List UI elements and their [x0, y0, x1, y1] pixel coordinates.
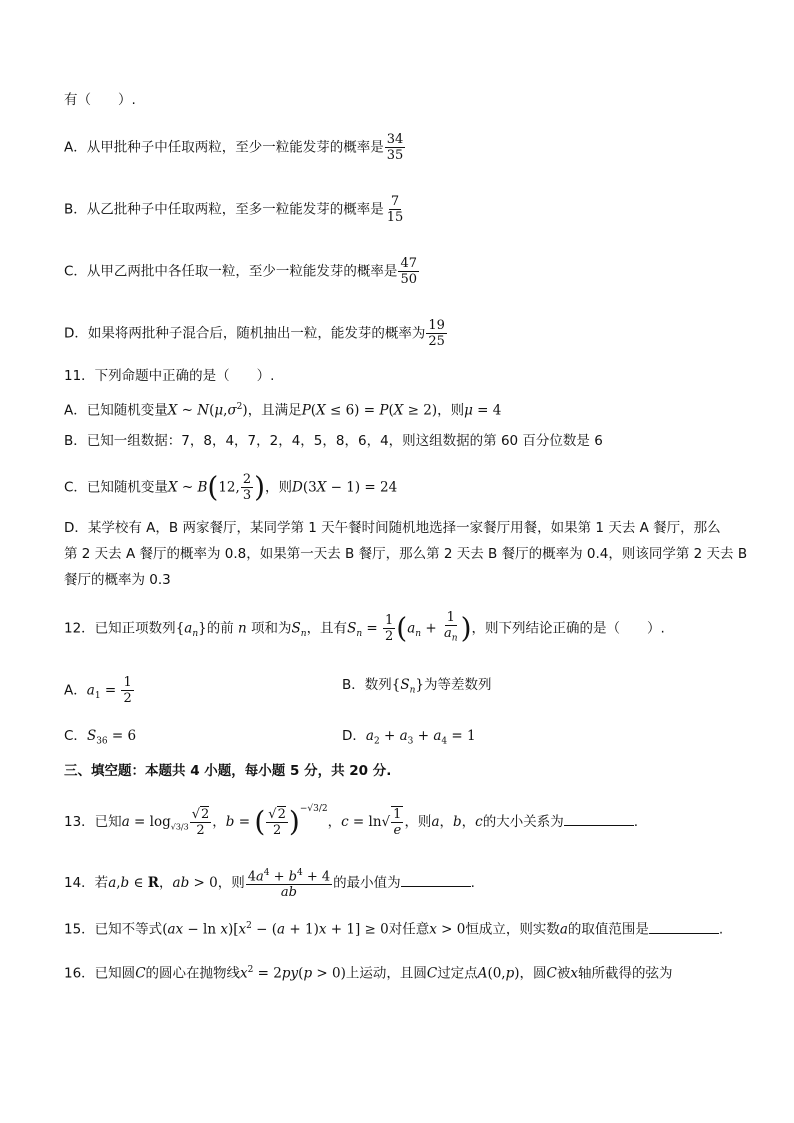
question-continuation — [64, 90, 136, 110]
q12-stem: 12．已知正项数列$\{a_n\}$的前 n 项和为$S_n$，且有$S_n$ = $\frac{1}{2}$ ($a_n$ + $\frac{1}{a_n}$ )，则下列结论正确的是（ ）. — [64, 610, 665, 645]
q10-option-a — [64, 132, 406, 163]
q12-option-b: B．数列$\{S_n\}$为等差数列 — [342, 677, 492, 696]
q10-b-fraction: $\frac{7}{15}$ — [386, 194, 404, 225]
q10-d-text: D．如果将两批种子混合后，随机抽出一粒，能发芽的概率为 — [64, 325, 426, 342]
q11-option-a: A．已知随机变量X ~ $N(\mu,\sigma^2)$，且满足P(X ≤ 6) = P(X ≥ 2)，则μ = 4 — [64, 402, 502, 419]
q10-c-fraction: $\frac{47}{50}$ — [400, 256, 417, 287]
q11-option-d-line3: 餐厅的概率为 0.3 — [64, 572, 171, 588]
q10-a-text: A．从甲批种子中任取两粒，至少一粒能发芽的概率是 — [64, 139, 384, 156]
q16: 16．已知圆C的圆心在抛物线$x^2 = 2py(p > 0)$上运动，且圆C过定点A(0,p)，圆C被x轴所截得的弦为 — [64, 965, 673, 982]
q13: 13．已知$a = \log_{√3/3}$ $\frac{√2}{2}$ ，b = ( $\frac{√2}{2}$ )$^{-√3/2}$，c = ln√ $\frac{1}{e}$ ，则a，b，c的大小关系为 . — [64, 803, 639, 838]
q10-d-fraction: $\frac{19}{25}$ — [428, 318, 445, 349]
answer-blank[interactable] — [649, 919, 719, 934]
continuation-text: 有（ ）. — [64, 92, 136, 108]
q15: 15．已知不等式$(ax - \ln x)[x^2 - (a + 1)x + 1] \ge 0$对任意x > 0恒成立，则实数a的取值范围是 . — [64, 916, 723, 940]
q12-option-d: D．$a_2 + a_3 + a_4 = 1$ — [342, 728, 476, 747]
q10-option-b — [64, 194, 406, 225]
q12-option-c: C．$S_{36} = 6$ — [64, 728, 137, 747]
q10-option-c — [64, 256, 420, 287]
q11-option-b: B．已知一组数据：7，8，4，7，2，4，5，8，6，4，则这组数据的第 60 百分位数是 6 — [64, 433, 603, 449]
q11-option-c: C．已知随机变量X ~ B(12, $\frac{2}{3}$ )，则D(3X − 1) = 24 — [64, 470, 398, 504]
q11-option-d-line1: D．某学校有 A，B 两家餐厅，某同学第 1 天午餐时间随机地选择一家餐厅用餐，如果第 1 天去 A 餐厅，那么 — [64, 520, 721, 536]
q10-c-text: C．从甲乙两批中各任取一粒，至少一粒能发芽的概率是 — [64, 263, 398, 280]
q11-option-d-line2: 第 2 天去 A 餐厅的概率为 0.8，如果第一天去 B 餐厅，那么第 2 天去 B 餐厅的概率为 0.4，则该同学第 2 天去 B — [64, 546, 748, 562]
q10-b-text: B．从乙批种子中任取两粒，至多一粒能发芽的概率是 — [64, 201, 384, 218]
q11-stem: 11．下列命题中正确的是（ ）. — [64, 368, 275, 384]
q12-option-a: A．$a_1$ = $\frac{1}{2}$ — [64, 675, 132, 706]
q10-a-fraction: $\frac{34}{35}$ — [386, 132, 404, 163]
answer-blank[interactable] — [401, 872, 471, 887]
section-title: 三、填空题：本题共 4 小题，每小题 5 分，共 20 分. — [64, 763, 392, 779]
q14: 14．若a,b ∈ R，ab > 0，则 $\frac{4a^4 + b^4 + 4}{ab}$ 的最小值为 . — [64, 868, 475, 901]
answer-blank[interactable] — [564, 811, 634, 826]
q10-option-d — [64, 318, 448, 349]
